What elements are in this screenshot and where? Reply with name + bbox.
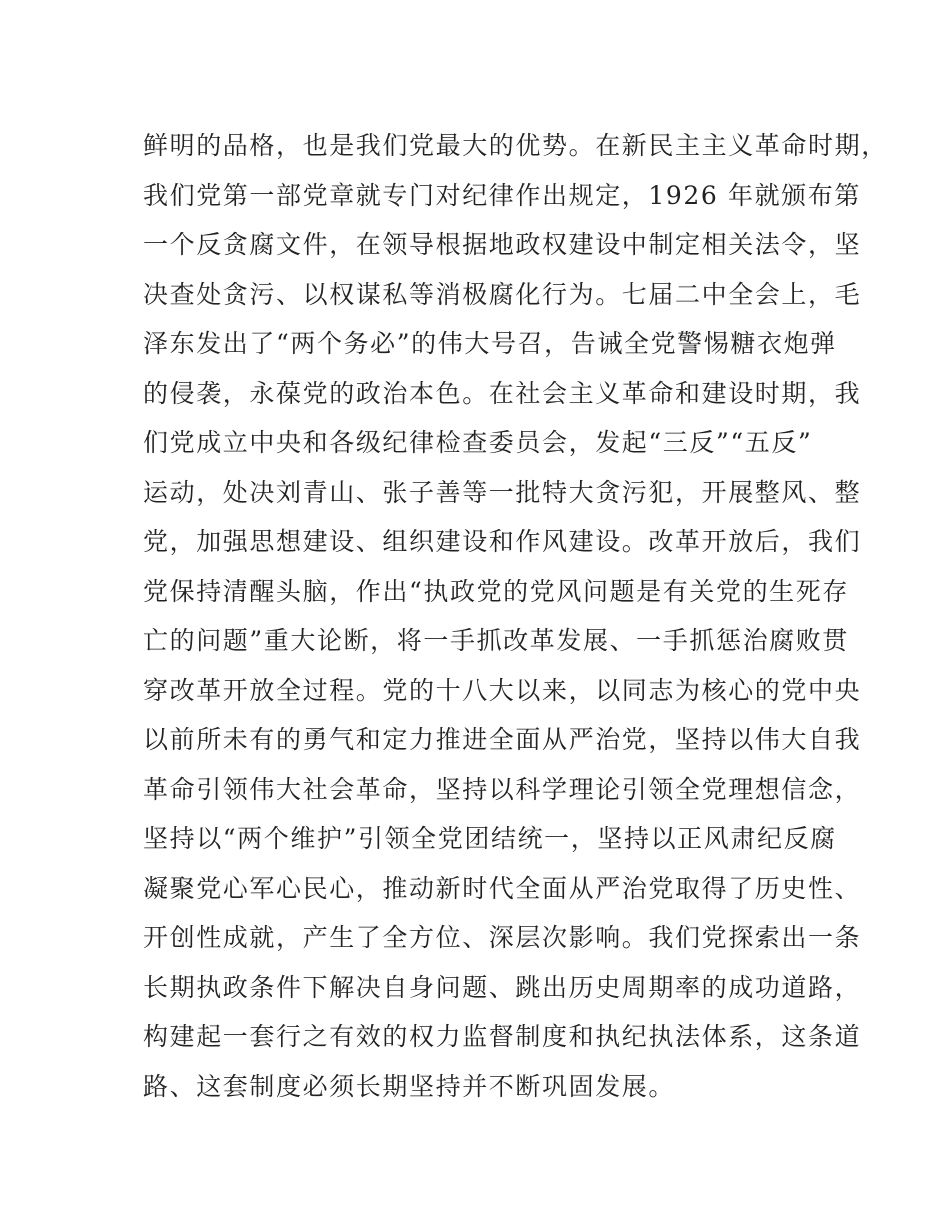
paragraph-line: 决查处贪污、以权谋私等消极腐化行为。七届二中全会上，毛 [143,279,862,309]
paragraph-line: 长期执政条件下解决自身问题、跳出历史周期率的成功道路， [143,972,862,1002]
paragraph-line: 一个反贪腐文件，在领导根据地政权建设中制定相关法令，坚 [143,230,862,259]
paragraph-line: 们党成立中央和各级纪律检查委员会，发起“三反”“五反” [143,428,813,457]
paragraph-line: 泽东发出了“两个务必”的伟大号召，告诫全党警惕糖衣炮弹 [143,329,837,358]
paragraph-line: 革命引领伟大社会革命，坚持以科学理论引领全党理想信念， [143,774,862,804]
paragraph-line: 穿改革开放全过程。党的十八大以来，以同志为核心的党中央 [143,675,862,705]
paragraph-line: 我们党第一部党章就专门对纪律作出规定，1926 年就颁布第 [143,180,861,210]
paragraph-line: 的侵袭，永葆党的政治本色。在社会主义革命和建设时期，我 [143,378,862,408]
paragraph-line: 运动，处决刘青山、张子善等一批特大贪污犯，开展整风、整 [143,477,862,507]
paragraph-line: 坚持以“两个维护”引领全党团结统一，坚持以正风肃纪反腐 [143,824,837,853]
paragraph-line: 路、这套制度必须长期坚持并不断巩固发展。 [143,1071,676,1101]
body-paragraph [143,121,888,1111]
paragraph-line: 以前所未有的勇气和定力推进全面从严治党，坚持以伟大自我 [143,725,862,754]
paragraph-line: 党保持清醒头脑，作出“执政党的党风问题是有关党的生死存 [143,576,849,606]
paragraph-line: 凝聚党心军心民心，推动新时代全面从严治党取得了历史性、 [143,873,862,903]
paragraph-line: 鲜明的品格，也是我们党最大的优势。在新民主主义革命时期， [143,131,888,160]
paragraph-line: 亡的问题”重大论断，将一手抓改革发展、一手抓惩治腐败贯 [143,626,849,655]
paragraph-line: 党，加强思想建设、组织建设和作风建设。改革开放后，我们 [143,527,862,556]
paragraph-line: 开创性成就，产生了全方位、深层次影响。我们党探索出一条 [143,923,862,952]
paragraph-line: 构建起一套行之有效的权力监督制度和执纪执法体系，这条道 [143,1022,862,1051]
